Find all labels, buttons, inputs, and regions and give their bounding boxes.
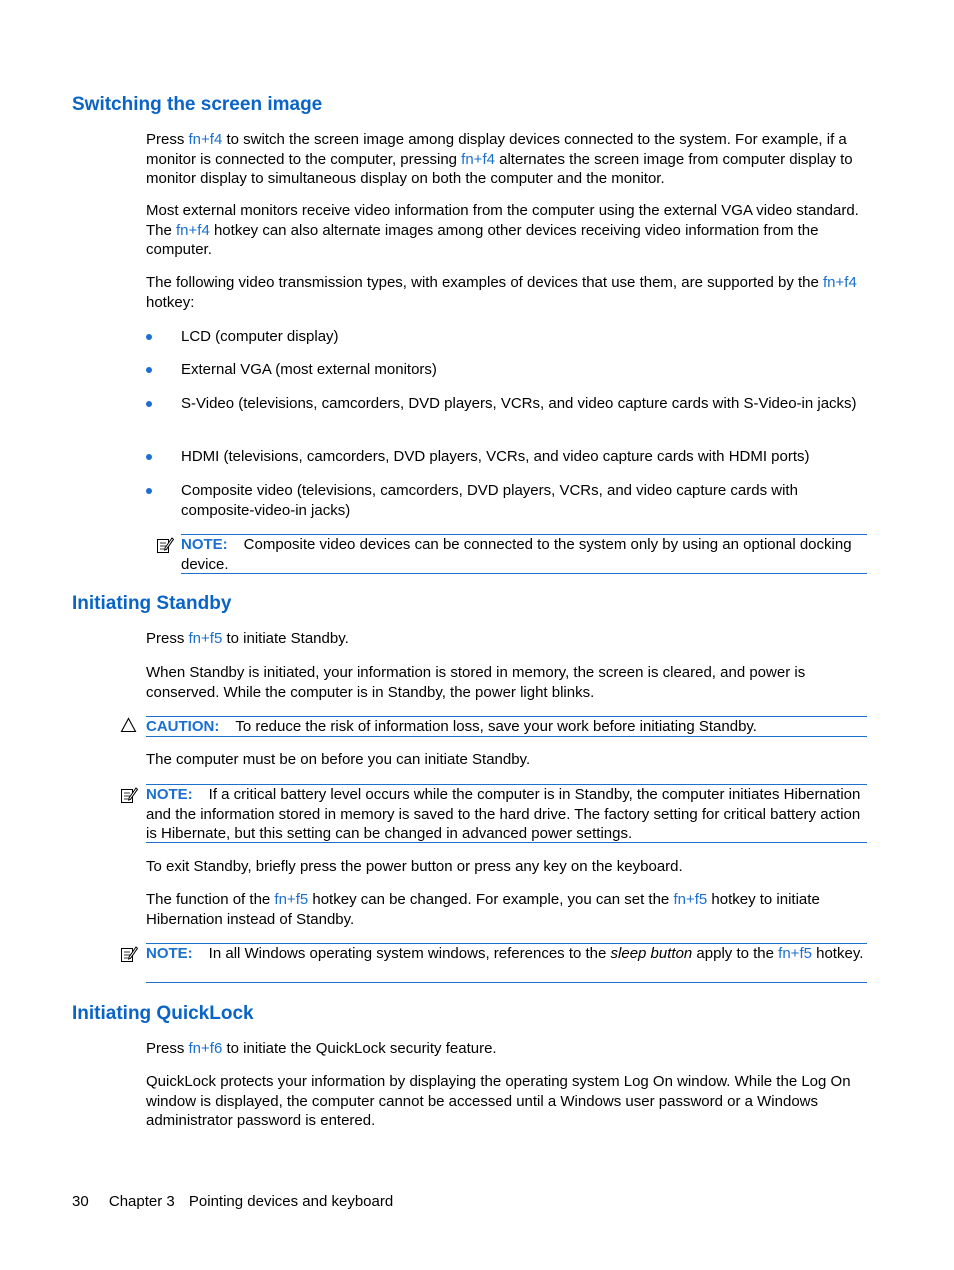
note-pencil-icon bbox=[156, 536, 174, 554]
hotkey-fn-f4: fn+f4 bbox=[461, 150, 495, 168]
caution-text: CAUTION: To reduce the risk of information loss, save your work before initiating Standby. bbox=[146, 718, 757, 735]
chapter-label: Chapter 3 bbox=[108, 1193, 175, 1210]
bullet-icon bbox=[146, 334, 152, 340]
paragraph-standby-2: When Standby is initiated, your information is stored in memory, the screen is cleared, and power is conserved. While the computer is in Standby, the power light blinks. bbox=[146, 664, 806, 701]
note-label: NOTE: bbox=[146, 945, 193, 962]
note-text: NOTE: Composite video devices can be connected to the system only by using an optional docking device. bbox=[181, 536, 852, 573]
paragraph-standby-3: The computer must be on before you can initiate Standby. bbox=[146, 751, 531, 768]
bullet-icon bbox=[146, 367, 152, 373]
caution-label: CAUTION: bbox=[146, 718, 220, 735]
hotkey-fn-f4: fn+f4 bbox=[823, 274, 857, 291]
paragraph-switch-1: Press fn+f4 to switch the screen image among display devices connected to the system. For example, if a monitor is connected to the computer, pressing fn+f4 alternates the screen image from computer display to monitor display to simultaneous display on both the computer and the monitor. bbox=[146, 131, 853, 187]
hotkey-fn-f5: fn+f5 bbox=[188, 630, 223, 647]
paragraph-quicklock-1: Press fn+f6 to initiate the QuickLock security feature. bbox=[146, 1040, 497, 1057]
hotkey-fn-f6: fn+f6 bbox=[188, 1040, 223, 1057]
note-label: NOTE: bbox=[146, 786, 193, 803]
heading-initiating-quicklock: Initiating QuickLock bbox=[72, 1003, 254, 1024]
paragraph-switch-3: The following video transmission types, with examples of devices that use them, are supported by the fn+f4 hotkey: bbox=[146, 274, 857, 311]
page-number: 30 bbox=[72, 1193, 89, 1210]
note-box bbox=[181, 534, 867, 574]
bullet-icon bbox=[146, 488, 152, 494]
note-pencil-icon bbox=[120, 786, 138, 804]
heading-switching-screen-image: Switching the screen image bbox=[72, 94, 323, 115]
note-label: NOTE: bbox=[181, 536, 228, 553]
page-footer bbox=[72, 1192, 393, 1212]
bullet-icon bbox=[146, 454, 152, 460]
paragraph-quicklock-2: QuickLock protects your information by displaying the operating system Log On window. While the Log On window is displayed, the computer cannot be accessed until a Windows user password or a Windows administrator password is entered. bbox=[146, 1073, 851, 1129]
hotkey-fn-f5: fn+f5 bbox=[778, 945, 812, 962]
note-pencil-icon bbox=[120, 945, 138, 963]
hotkey-fn-f5: fn+f5 bbox=[673, 891, 708, 908]
heading-initiating-standby: Initiating Standby bbox=[72, 593, 232, 614]
hotkey-fn-f4: fn+f4 bbox=[176, 221, 210, 239]
caution-triangle-icon bbox=[120, 717, 137, 733]
note-box bbox=[146, 943, 867, 983]
paragraph-switch-2: Most external monitors receive video information from the computer using the external VGA video standard. The fn+f4 hotkey can also alternate images among other devices receiving video information from the computer. bbox=[146, 202, 859, 258]
note-box bbox=[146, 784, 867, 843]
note-text: NOTE: If a critical battery level occurs while the computer is in Standby, the computer initiates Hibernation and the information stored in memory is saved to the hard drive. The factory setting for critical battery action is Hibernate, but this setting can be changed in advanced power settings. bbox=[146, 786, 861, 842]
hotkey-fn-f4: fn+f4 bbox=[188, 131, 223, 148]
paragraph-standby-4: To exit Standby, briefly press the power button or press any key on the keyboard. bbox=[146, 858, 683, 875]
note-text: NOTE: In all Windows operating system windows, references to the sleep button apply to the fn+f5 hotkey. bbox=[146, 945, 864, 962]
chapter-title: Pointing devices and keyboard bbox=[188, 1193, 394, 1210]
paragraph-standby-5: The function of the fn+f5 hotkey can be changed. For example, you can set the fn+f5 hotkey to initiate Hibernation instead of Standby. bbox=[146, 891, 820, 928]
paragraph-standby-1: Press fn+f5 to initiate Standby. bbox=[146, 630, 349, 647]
hotkey-fn-f5: fn+f5 bbox=[274, 891, 309, 908]
bullet-icon bbox=[146, 401, 152, 407]
caution-box bbox=[146, 716, 867, 737]
